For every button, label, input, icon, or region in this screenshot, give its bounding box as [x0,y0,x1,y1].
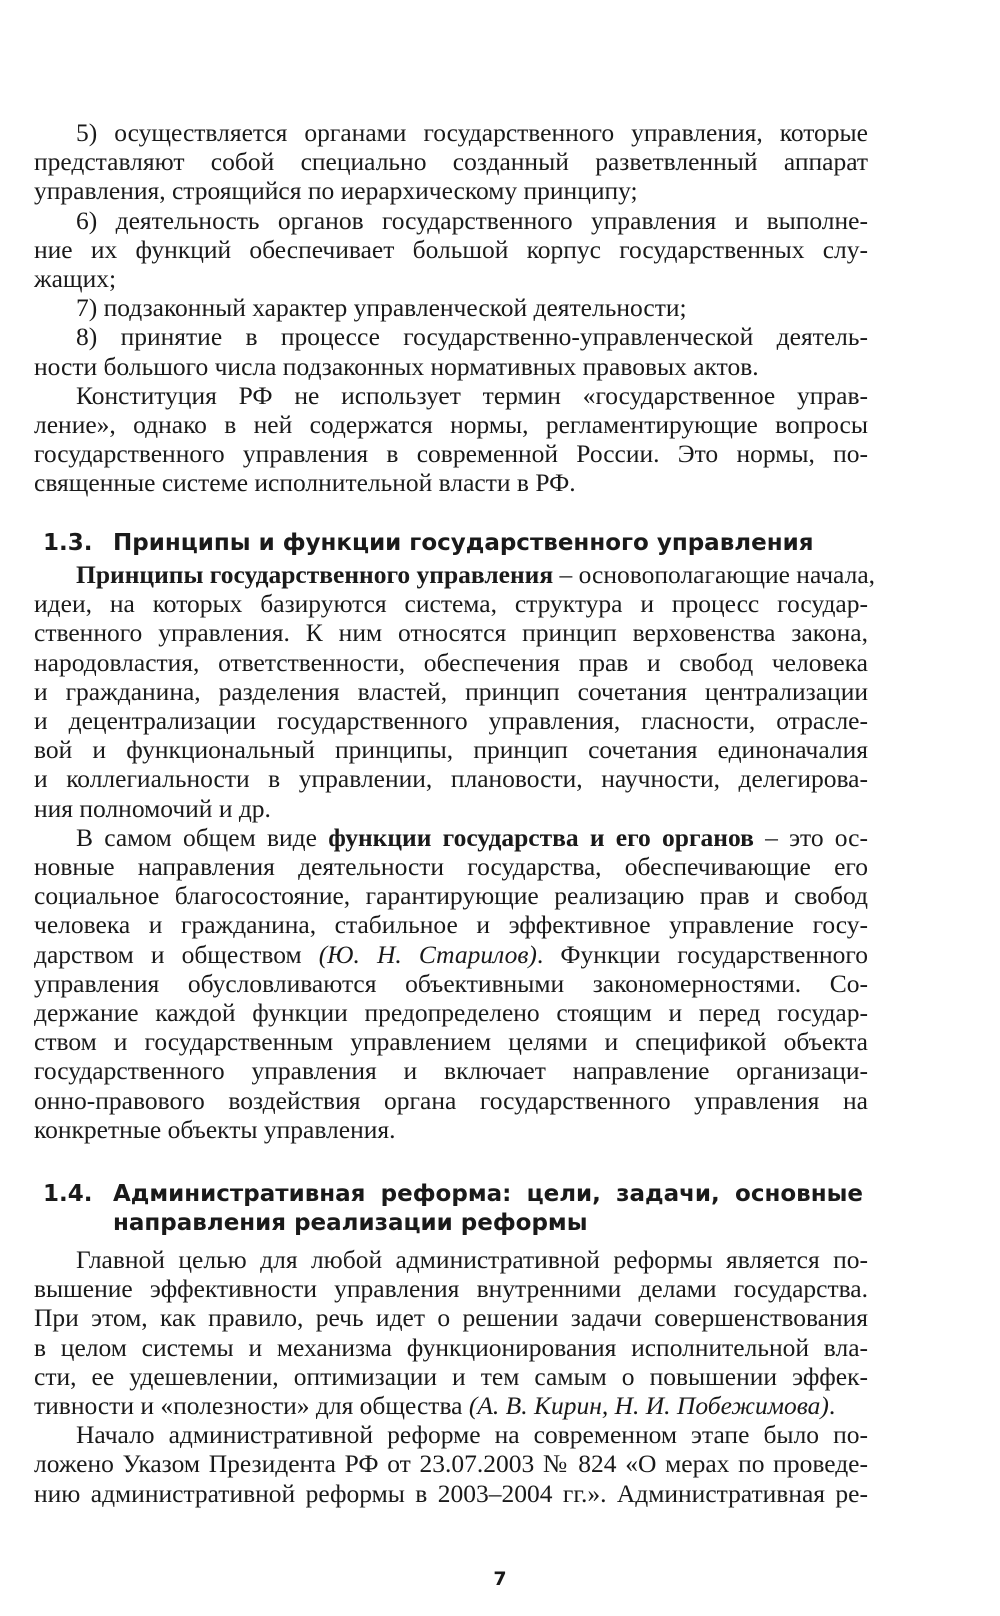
section-1-3-body [34,560,876,1144]
text-run: . [828,1391,836,1421]
bold-term: Принципы государственного управления [76,560,554,589]
text-line: вышение эффективности управления внутренними делами государства. [34,1274,868,1304]
text-line: в целом системы и механизма функционирования исполнительной вла- [34,1332,868,1362]
text-line: конкретные объекты управления. [34,1114,396,1144]
text-run: В самом общем виде [76,822,329,852]
text-line: вой и функциональный принципы, принцип сочетания единоначалия [34,735,868,765]
principles-paragraph [34,560,876,823]
text-run: . Функции государственного [536,939,868,969]
text-line: Конституция РФ не использует термин «государственное управ- [76,380,868,410]
text-line: ние их функций обеспечивает большой корпус государственных слу- [34,234,868,264]
text-line: новные направления деятельности государства, обеспечивающие его [34,852,868,882]
text-line: 5) осуществляется органами государственного управления, которые [76,118,868,147]
section-title: Принципы и функции государственного управления [113,530,814,556]
text-line: человека и гражданина, стабильное и эффективное управление госу- [34,910,868,940]
section-title-line: Административная реформа: цели, задачи, основные [113,1181,863,1207]
text-line: нию административной реформы в 2003–2004 гг.». Административная ре- [34,1478,868,1508]
list-item-7 [34,293,868,322]
section-number: 1.4. [43,1181,93,1207]
text-line: и децентрализации государственного управления, гласности, отрасле- [34,706,868,736]
text-line: 8) принятие в процессе государственно-управленческой деятель- [76,322,868,352]
list-item-8 [34,322,868,380]
page-number: 7 [493,1568,507,1590]
text-line: представляют собой специально созданный разветвленный аппарат [34,147,868,177]
text-line: жащих; [34,264,117,294]
text-line: ственного управления. К ним относятся принцип верховенства закона, [34,618,868,648]
text-line [34,823,868,852]
text-line: При этом, как правило, речь идет о решении задачи совершенствования [34,1303,868,1333]
text-line: государственного управления и включает направление организаци- [34,1056,868,1086]
text-line: и коллегиальности в управлении, плановости, научности, делегирова- [34,764,868,794]
citation: (А. В. Кирин, Н. И. Побежимова) [468,1391,829,1421]
text-line: Начало административной реформе на современном этапе было по- [76,1420,868,1450]
text-line: социальное благосостояние, гарантирующие реализацию прав и свобод [34,881,868,911]
citation: (Ю. Н. Старилов) [318,939,537,969]
text-line: ности большого числа подзаконных нормативных правовых актов. [34,351,759,381]
text-line: сти, ее удешевлении, оптимизации и тем самым о повышении эффек- [34,1361,868,1391]
list-item-6 [34,206,868,294]
text-line: ством и государственным управлением целями и спецификой объекта [34,1027,868,1057]
text-line: держание каждой функции предопределено стоящим и перед государ- [34,998,868,1028]
text-line: управления, строящийся по иерархическому принципу; [34,176,638,206]
section-title-line: направления реализации реформы [113,1210,588,1236]
text-line: и гражданина, разделения властей, принцип сочетания централизации [34,676,868,706]
text-line: 6) деятельность органов государственного управления и выполне- [76,205,868,235]
section-1-4-body [34,1245,868,1508]
text-line: ление», однако в ней содержатся нормы, регламентирующие вопросы [34,410,868,440]
constitution-paragraph [34,381,868,498]
text-line: идеи, на которых базируются система, структура и процесс государ- [34,589,868,619]
reform-paragraph [34,1245,868,1420]
section-title [113,1180,863,1238]
text-line [34,940,868,969]
functions-paragraph [34,823,868,1144]
section-heading-1-3 [43,529,863,558]
text-run: – основополагающие начала, [553,560,876,589]
text-line [34,560,876,589]
text-line: государственного управления в современной России. Это нормы, по- [34,439,868,469]
text-line: управления обусловливаются объективными закономерностями. Со- [34,968,868,998]
reform-start-paragraph [34,1420,868,1508]
text-line: Главной целью для любой административной реформы является по- [76,1245,868,1274]
text-line: 7) подзаконный характер управленческой деятельности; [76,293,687,323]
bold-term: функции государства и его органов [328,822,754,852]
text-line: онно-правового воздействия органа государственного управления на [34,1085,868,1115]
section-heading-1-4 [43,1180,863,1238]
text-line: народовластия, ответственности, обеспечения прав и свобод человека [34,647,868,677]
intro-block [34,118,868,498]
text-line: ния полномочий и др. [34,793,271,823]
section-number: 1.3. [43,530,93,556]
text-line [34,1391,868,1420]
text-run: – это ос- [753,822,868,852]
text-line: ложено Указом Президента РФ от 23.07.2003 № 824 «О мерах по проведе- [34,1449,868,1479]
text-run: тивности и «полезности» для общества [34,1391,469,1421]
list-item-5 [34,118,868,206]
text-line: священные системе исполнительной власти в РФ. [34,468,576,498]
text-run: дарством и обществом [34,939,319,969]
